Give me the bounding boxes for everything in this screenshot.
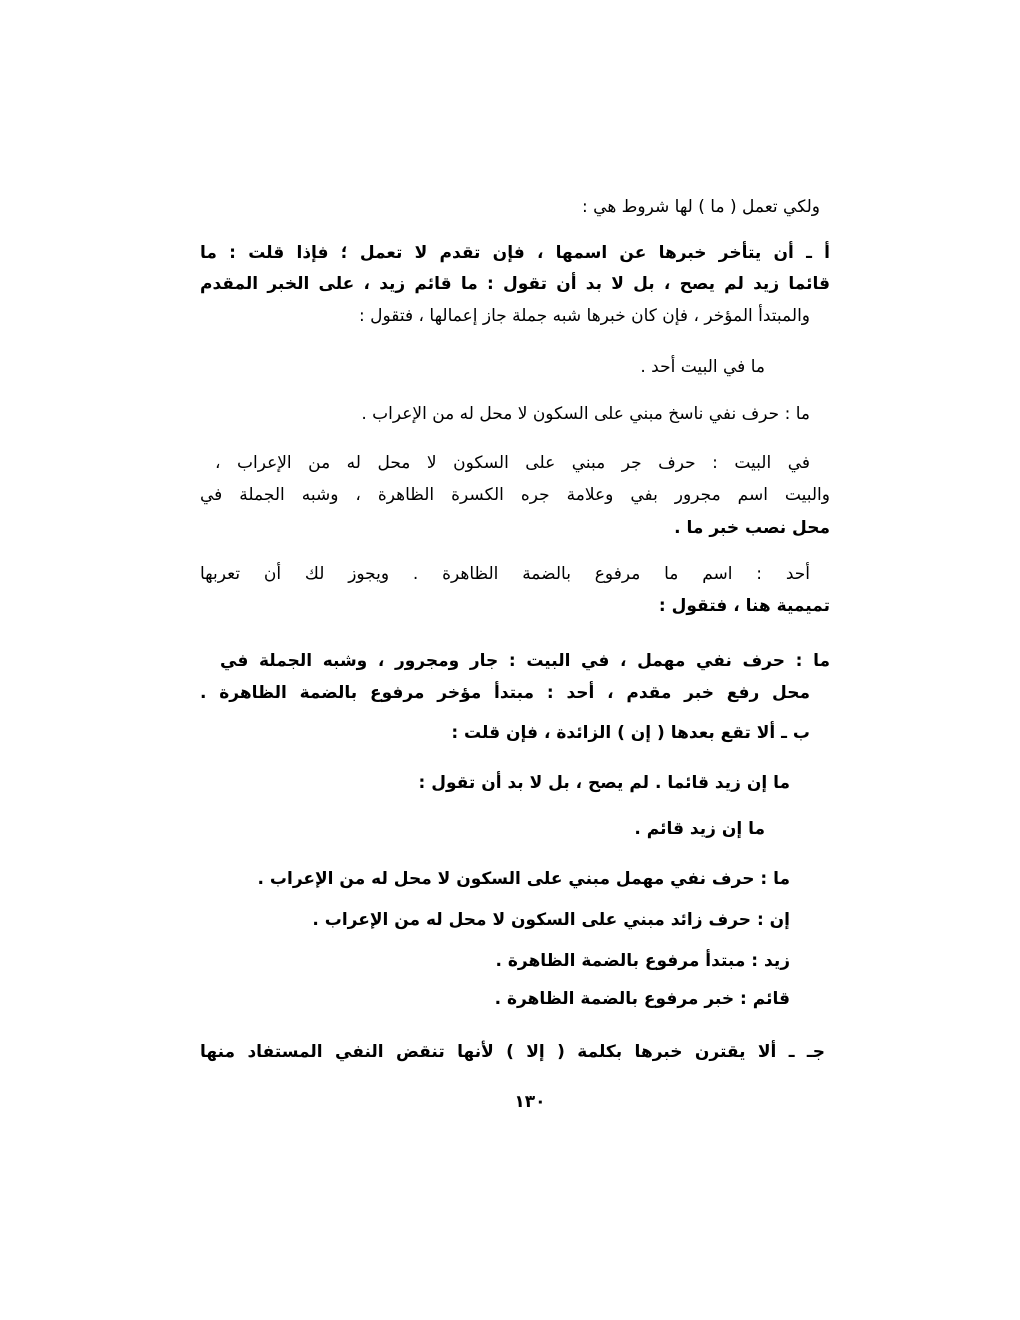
parsing-line-ma-2: ما : حرف نفي مهمل مبني على السكون لا محل له من الإعراب . bbox=[257, 869, 790, 889]
text-line-conditions-intro: ولكي تعمل ( ما ) لها شروط هي : bbox=[582, 197, 820, 217]
parsing-line-in: إن : حرف زائد مبني على السكون لا محل له من الإعراب . bbox=[312, 910, 790, 930]
example-sentence-1: ما في البيت أحد . bbox=[640, 357, 765, 377]
parsing-line-tamimi-1: ما : حرف نفي مهمل ، في البيت : جار ومجرور ، وشبه الجملة في bbox=[220, 651, 830, 671]
text-line-condition-a-3: والمبتدأ المؤخر ، فإن كان خبرها شبه جملة جاز إعمالها ، فتقول : bbox=[358, 306, 810, 326]
page-number: ١٣٠ bbox=[514, 1092, 546, 1112]
parsing-line-ahad-1: أحد : اسم ما مرفوع بالضمة الظاهرة . ويجوز لك أن تعربها bbox=[200, 564, 810, 584]
parsing-line-ma-1: ما : حرف نفي ناسخ مبني على السكون لا محل له من الإعراب . bbox=[361, 404, 810, 424]
text-line-condition-c: جـ ـ ألا يقترن خبرها بكلمة ( إلا ) لأنها تنقض النفي المستفاد منها bbox=[200, 1042, 825, 1062]
example-sentence-2: ما إن زيد قائما . لم يصح ، بل لا بد أن تقول : bbox=[418, 773, 790, 793]
parsing-line-tamimi-2: محل رفع خبر مقدم ، أحد : مبتدأ مؤخر مرفوع بالضمة الظاهرة . bbox=[200, 683, 810, 703]
text-line-condition-b: ب ـ ألا تقع بعدها ( إن ) الزائدة ، فإن قلت : bbox=[451, 723, 810, 743]
parsing-line-qaim: قائم : خبر مرفوع بالضمة الظاهرة . bbox=[494, 989, 790, 1009]
parsing-line-fil-bayt-3: محل نصب خبر ما . bbox=[674, 518, 830, 538]
parsing-line-fil-bayt-1: في البيت : حرف جر مبني على السكون لا محل له من الإعراب ، bbox=[215, 453, 810, 473]
text-line-condition-a-2: قائما زيد لم يصح ، بل لا بد أن تقول : ما قائم زيد ، على الخبر المقدم bbox=[200, 274, 830, 294]
example-sentence-3: ما إن زيد قائم . bbox=[634, 819, 765, 839]
text-line-condition-a-1: أ ـ أن يتأخر خبرها عن اسمها ، فإن تقدم لا تعمل ؛ فإذا قلت : ما bbox=[200, 243, 830, 263]
parsing-line-ahad-2: تميمية هنا ، فتقول : bbox=[658, 596, 830, 616]
parsing-line-zayd: زيد : مبتدأ مرفوع بالضمة الظاهرة . bbox=[495, 951, 790, 971]
parsing-line-fil-bayt-2: والبيت اسم مجرور بفي وعلامة جره الكسرة الظاهرة ، وشبه الجملة في bbox=[200, 485, 830, 505]
